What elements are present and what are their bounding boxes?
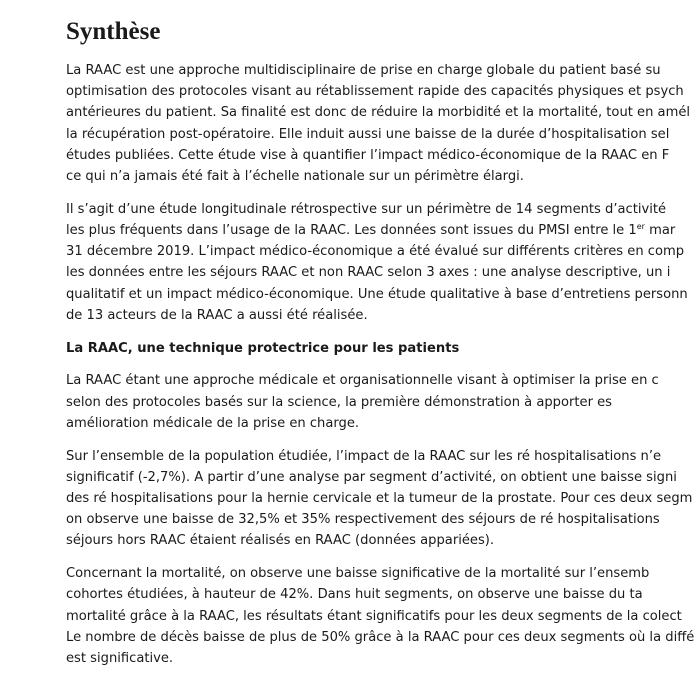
text-line xyxy=(66,220,676,241)
text-line: Concernant la mortalité, on observe une baisse significative de la mortalité sur l’ensemb xyxy=(66,566,650,582)
mortality-paragraph xyxy=(66,563,694,669)
text-line: les données entre les séjours RAAC et non RAAC selon 3 axes : une analyse descriptive, un i xyxy=(66,265,671,281)
rehospitalisation-paragraph xyxy=(66,446,693,552)
text-line: études publiées. Cette étude vise à quantifier l’impact médico-économique de la RAAC en F xyxy=(66,147,670,163)
text-line: qualitatif et un impact médico-économique. Une étude qualitative à base d’entretiens personn xyxy=(66,286,688,302)
text-line: séjours hors RAAC étaient réalisés en RAAC (données appariées). xyxy=(66,533,495,549)
text-line: antérieures du patient. Sa finalité est donc de réduire la morbidité et la mortalité, tout en amél xyxy=(66,105,691,121)
ordinal-superscript: er xyxy=(636,222,645,232)
page-title: Synthèse xyxy=(66,18,161,45)
document-body xyxy=(66,60,694,681)
text-line: des ré hospitalisations pour la hernie cervicale et la tumeur de la prostate. Pour ces deux segm xyxy=(66,491,693,507)
text-line: 31 décembre 2019. L’impact médico-économique a été évalué sur différents critères en comp xyxy=(66,244,685,260)
section-heading xyxy=(66,338,646,359)
text-line: La RAAC étant une approche médicale et organisationnelle visant à optimiser la prise en c xyxy=(66,373,659,389)
raac-paragraph xyxy=(66,370,659,434)
text-line: la récupération post-opératoire. Elle induit aussi une baisse de la durée d’hospitalisation sel xyxy=(66,126,670,142)
text-line: La RAAC est une approche multidisciplinaire de prise en charge globale du patient basé su xyxy=(66,63,661,78)
text-segment: les plus fréquents dans l’usage de la RAAC. Les données sont issues du PMSI entre le 1 xyxy=(66,223,637,239)
text-line: est significative. xyxy=(66,651,174,667)
text-line: optimisation des protocoles visant au rétablissement rapide des capacités physiques et psych xyxy=(66,84,684,100)
text-line: cohortes étudiées, à hauteur de 42%. Dans huit segments, on observe une baisse du ta xyxy=(66,587,643,603)
text-line: selon des protocoles basés sur la science, la première démonstration à apporter es xyxy=(66,394,612,410)
text-line: on observe une baisse de 32,5% et 35% respectivement des séjours de ré hospitalisations xyxy=(66,512,660,528)
text-line: amélioration médicale de la prise en charge. xyxy=(66,415,360,431)
text-line: Le nombre de décès baisse de plus de 50% grâce à la RAAC pour ces deux segments où la diffé xyxy=(66,629,694,645)
text-line: de 13 acteurs de la RAAC a aussi été réalisée. xyxy=(66,307,368,323)
intro-paragraph xyxy=(66,60,691,187)
text-line: significatif (-2,7%). A partir d’une analyse par segment d’activité, on obtient une baisse signi xyxy=(66,469,677,485)
text-line: mortalité grâce à la RAAC, les résultats étant significatifs pour les deux segments de la colect xyxy=(66,608,682,624)
text-line: Sur l’ensemble de la population étudiée, l’impact de la RAAC sur les ré hospitalisations n’e xyxy=(66,448,662,464)
text-segment: mar xyxy=(644,223,676,239)
text-line: ce qui n’a jamais été fait à l’échelle nationale sur un périmètre élargi. xyxy=(66,169,524,185)
text-line: Il s’agit d’une étude longitudinale rétrospective sur un périmètre de 14 segments d’activité xyxy=(66,201,667,217)
section-heading-text: La RAAC, une technique protectrice pour les patients xyxy=(66,340,460,356)
study-paragraph xyxy=(66,199,688,326)
